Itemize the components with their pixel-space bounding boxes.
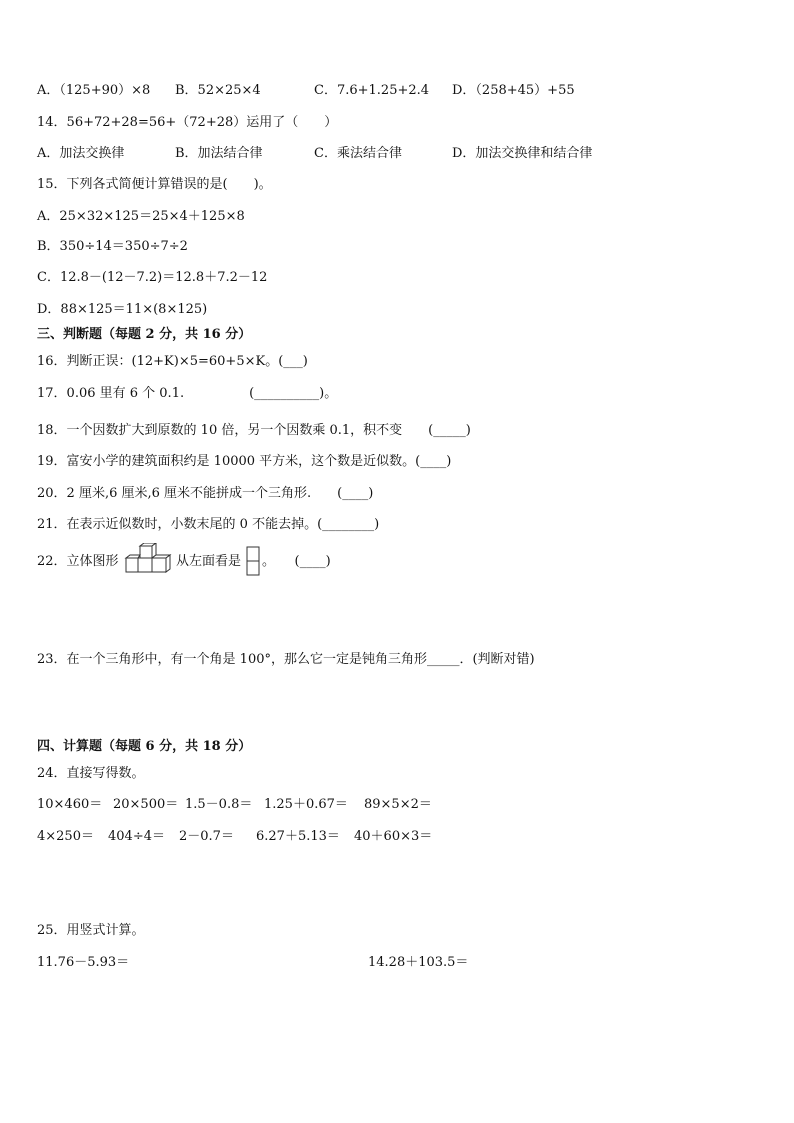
q24-item: 1.5－0.8＝ <box>185 797 253 812</box>
q24-item: 40＋60×3＝ <box>354 829 433 844</box>
q14-option-a: A．加法交换律 <box>37 146 125 161</box>
q17: 17．0.06 里有 6 个 0.1. (__________)。 <box>37 386 338 401</box>
q24-item: 20×500＝ <box>113 797 179 812</box>
q15-option-b: B．350÷14＝350÷7÷2 <box>37 239 188 254</box>
q22-middle: 从左面看是 <box>176 554 242 569</box>
q24-item: 404÷4＝ <box>108 829 165 844</box>
section3-title: 三、判断题（每题 2 分，共 16 分） <box>37 327 252 342</box>
q16: 16．判断正误：(12+K)×5=60+5×K。(___) <box>37 354 308 369</box>
q24-item: 10×460＝ <box>37 797 103 812</box>
q25-item-1: 11.76－5.93＝ <box>37 955 130 970</box>
q24-item: 4×250＝ <box>37 829 94 844</box>
q13-option-d: D．（258+45）+55 <box>452 83 575 98</box>
q24-stem: 24．直接写得数。 <box>37 766 145 781</box>
q24-item: 1.25＋0.67＝ <box>264 797 348 812</box>
q14-option-d: D．加法交换律和结合律 <box>452 146 593 161</box>
q13-option-b: B．52×25×4 <box>175 83 261 98</box>
cube-stack-figure <box>122 543 174 579</box>
q15-option-c: C．12.8－(12－7.2)＝12.8＋7.2－12 <box>37 270 268 285</box>
q13-option-c: C．7.6+1.25+2.4 <box>314 83 430 98</box>
q25-stem: 25．用竖式计算。 <box>37 923 145 938</box>
q24-item: 2－0.7＝ <box>179 829 234 844</box>
section4-title: 四、计算题（每题 6 分，共 18 分） <box>37 739 252 754</box>
q22-suffix: 。 (____) <box>262 554 331 569</box>
q14-option-b: B．加法结合律 <box>175 146 263 161</box>
q24-item: 6.27＋5.13＝ <box>256 829 340 844</box>
q18: 18．一个因数扩大到原数的 10 倍，另一个因数乘 0.1，积不变 (_____) <box>37 423 471 438</box>
q22-prefix: 22．立体图形 <box>37 554 119 569</box>
q14-stem: 14．56+72+28=56+（72+28）运用了（ ） <box>37 115 338 130</box>
q15-stem: 15．下列各式简便计算错误的是( )。 <box>37 177 272 192</box>
q20: 20．2 厘米,6 厘米,6 厘米不能拼成一个三角形. (____) <box>37 486 374 501</box>
q15-option-d: D．88×125＝11×(8×125) <box>37 302 208 317</box>
q13-option-a: A．（125+90）×8 <box>37 83 151 98</box>
q23: 23．在一个三角形中，有一个角是 100°，那么它一定是钝角三角形_____．(判断对错) <box>37 652 535 667</box>
q25-item-2: 14.28＋103.5＝ <box>368 955 469 970</box>
q14-option-c: C．乘法结合律 <box>314 146 402 161</box>
q24-item: 89×5×2＝ <box>364 797 432 812</box>
q21: 21．在表示近似数时，小数末尾的 0 不能去掉。(________) <box>37 517 380 532</box>
q15-option-a: A．25×32×125＝25×4＋125×8 <box>37 209 245 224</box>
q19: 19．富安小学的建筑面积约是 10000 平方米，这个数是近似数。(____) <box>37 454 452 469</box>
left-view-figure <box>246 546 260 576</box>
